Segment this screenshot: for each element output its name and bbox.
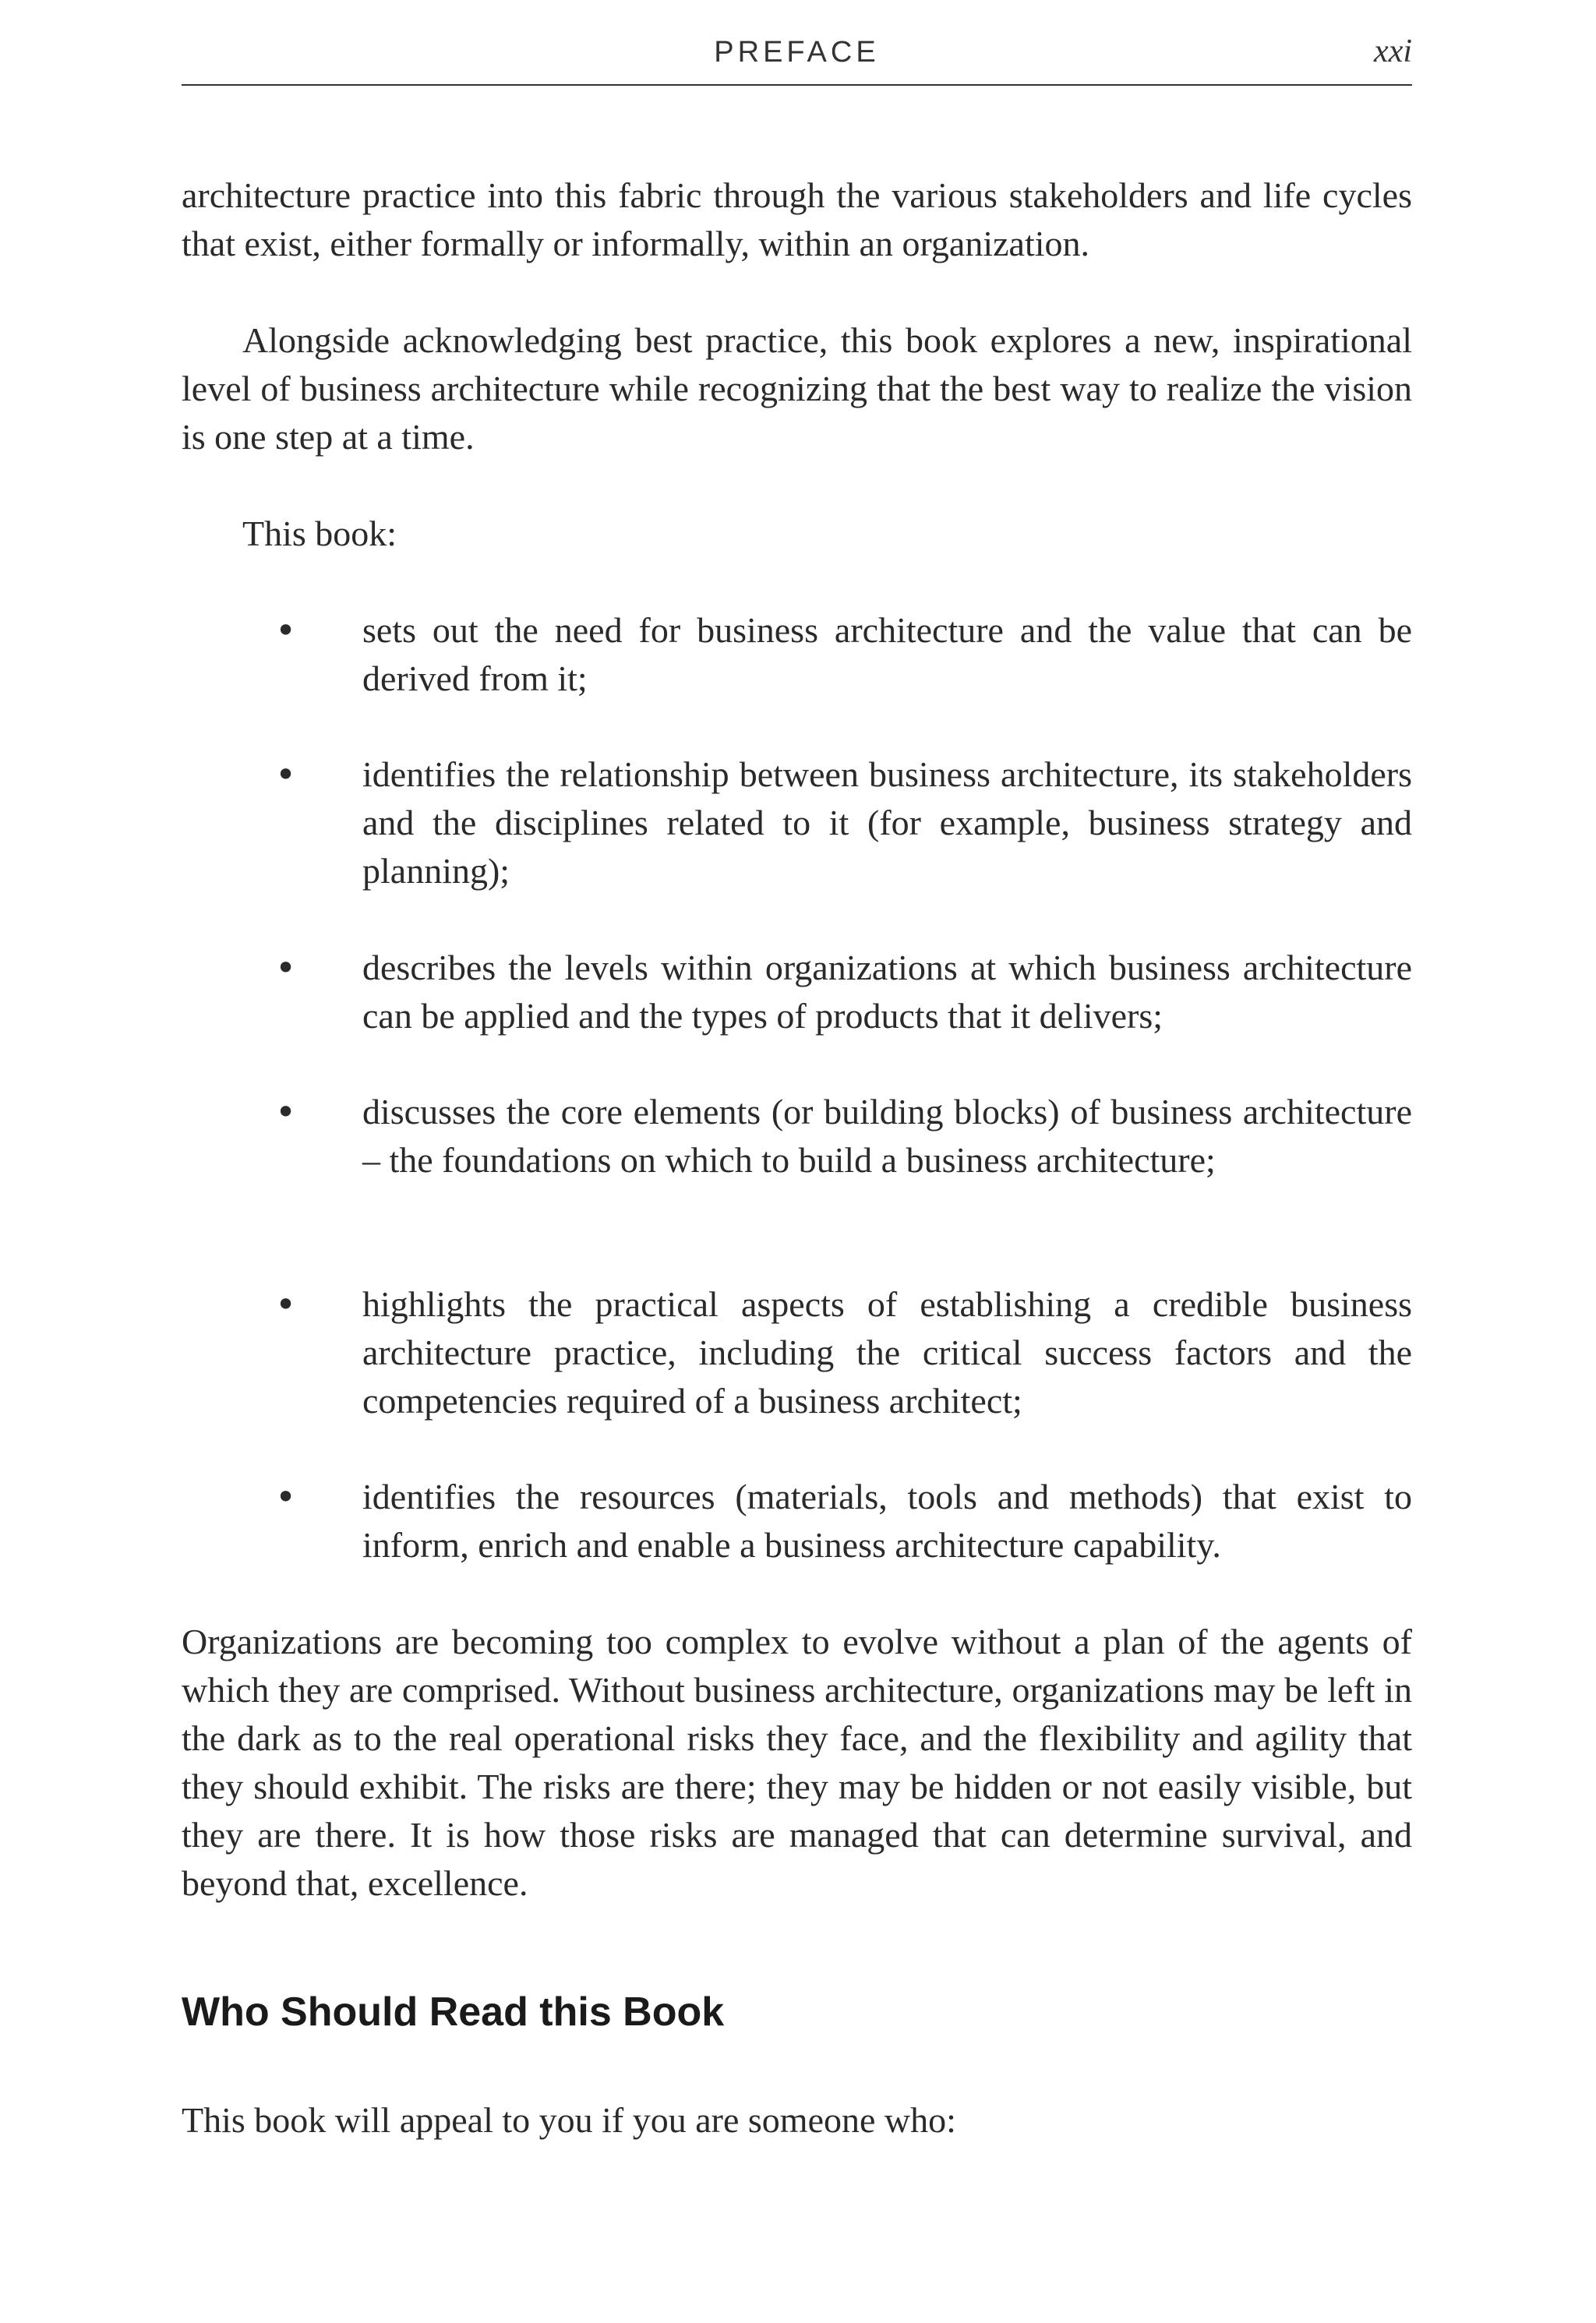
paragraph-organizations: Organizations are becoming too complex to evolve without a plan of the agents of which they are comprised. Without business architecture, organizations may be left in the dark as to the real operational risks they face, and the flexibility and agility that they should exhibit. The risks are there; they may be hidden or not easily visible, but they are there. It is how those risks are managed that can determine survival, and beyond that, excellence. [182,1622,1412,1903]
bullet-icon: • [275,609,297,651]
section-heading: Who Should Read this Book [182,1989,725,2035]
list-item-text: describes the levels within organizations at which business architecture can be applied and the types of products that it delivers; [362,948,1412,1036]
running-header-title: PREFACE [714,36,880,69]
list-item-text: identifies the relationship between business architecture, its stakeholders and the disciplines related to it (for example, business strategy and planning); [362,754,1412,891]
bullet-icon: • [275,1476,297,1518]
paragraph-this-book: This book: [242,514,397,553]
list-item-text: discusses the core elements (or building blocks) of business architecture – the foundations on which to build a business architecture; [362,1092,1412,1180]
paragraph-best-practice: Alongside acknowledging best practice, this book explores a new, inspirational level of business architecture while recognizing that the best way to realize the vision is one step at a time. [182,320,1412,457]
list-item-text: sets out the need for business architecture and the value that can be derived from it; [362,610,1412,698]
paragraph-continuation: architecture practice into this fabric through the various stakeholders and life cycles that exist, either formally or informally, within an organization. [182,175,1412,263]
running-header [182,30,1412,86]
list-item-text: highlights the practical aspects of establishing a credible business architecture practice, including the critical success factors and the competencies required of a business architect; [362,1284,1412,1421]
bullet-icon: • [275,1283,297,1326]
list-item-text: identifies the resources (materials, tools and methods) that exist to inform, enrich and enable a business architecture capability. [362,1477,1412,1565]
page-number: xxi [1374,34,1412,69]
bullet-icon: • [275,1091,297,1133]
paragraph-appeal: This book will appeal to you if you are someone who: [182,2100,956,2140]
bullet-icon: • [275,754,297,796]
bullet-icon: • [275,947,297,989]
